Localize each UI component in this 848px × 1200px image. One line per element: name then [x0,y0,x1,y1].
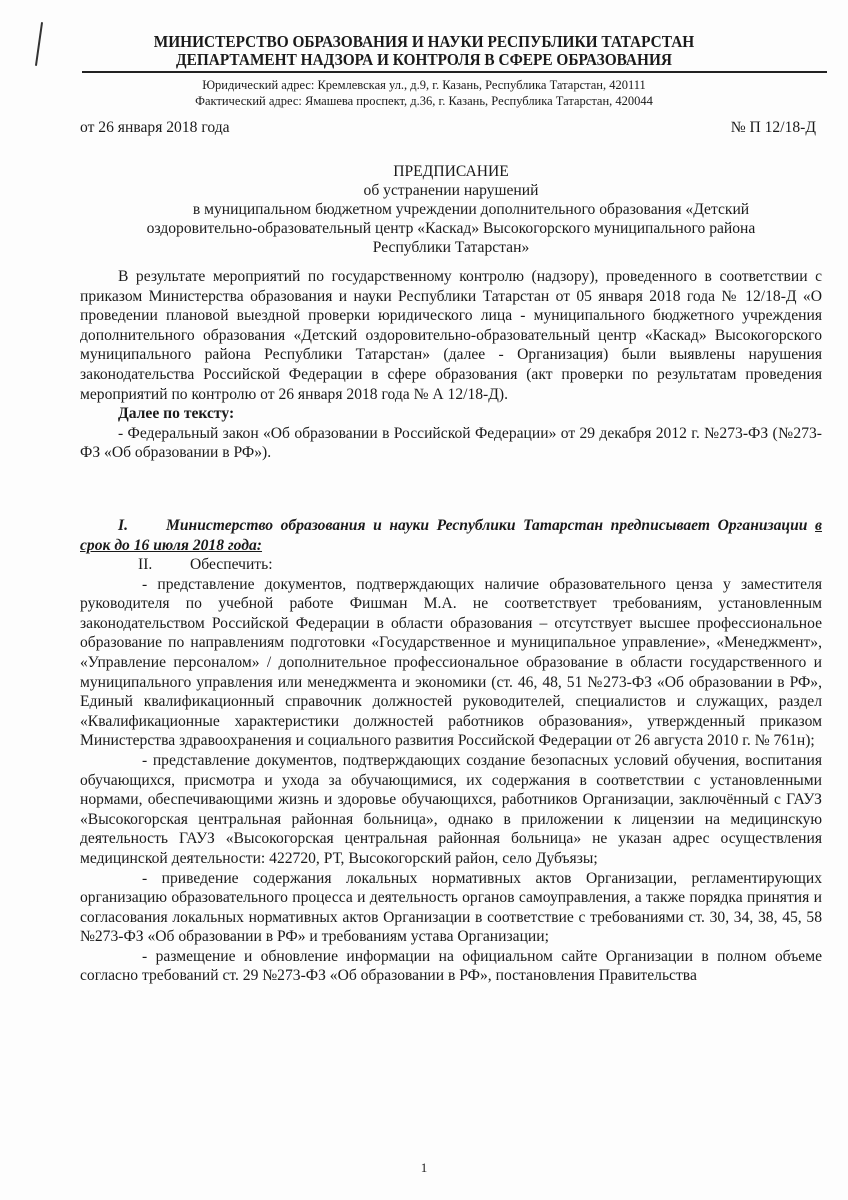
header-divider [82,71,827,73]
further-label: Далее по тексту: [118,405,235,423]
section-1-deadline: в срок до 16 июля 2018 года: [80,517,822,554]
intro-block [80,267,822,463]
legal-address: Юридический адрес: Кремлевская ул., д.9, г. Казань, Республика Татарстан, 420111 [202,78,646,92]
subject-line-3: Республики Татарстан» [372,239,530,256]
intro-paragraph: В результате мероприятий по государственному контролю (надзору), проведенного в соответствии с приказом Министерства образования и науки Республики Татарстан от 05 января 2018 года № 12/18-Д «О проведении плановой выездной проверки юридического лица - муниципального бюджетного учреждения дополнительного образования «Детский оздоровительно-образовательный центр «Каскад» Высокогорского муниципального района Республики Татарстан» (далее - Организация) были выявлены нарушения законодательства Российской Федерации в сфере образования (акт проверки по результатам проведения мероприятий по контролю от 26 января 2018 года № А 12/18-Д). [80,268,822,403]
document-title: ПРЕДПИСАНИЕ [393,163,509,180]
section-1-numeral: I. [118,517,128,534]
subject-line-1: в муниципальном бюджетном учреждении дополнительного образования «Детский [192,201,750,218]
document-subtitle: об устранении нарушений [363,182,539,199]
section-2 [80,555,822,986]
section-1-text: Министерство образования и науки Республики Татарстан предписывает Организации [166,517,808,534]
section-1 [80,516,822,555]
document-date: от 26 января 2018 года [80,119,230,136]
requirement-item: - представление документов, подтверждающих создание безопасных условий обучения, воспитания обучающихся, присмотра и ухода за обучающимися, их содержания в соответствии с установленными нормами, обеспечивающими жизнь и здоровье обучающихся, работников Организации, заключённый с ГАУЗ «Высокогорская центральная районная больница», однако в приложении к лицензии на медицинскую деятельность ГАУЗ «Высокогорская центральная районная больница» не указан адрес осуществления медицинской деятельности: 422720, РТ, Высокогорский район, село Дубъязы; [80,751,822,867]
section-2-numeral: II. [138,556,153,573]
section-2-label: Обеспечить: [190,556,273,573]
subject-line-2: оздоровительно-образовательный центр «Каскад» Высокогорского муниципального района [146,220,756,237]
requirement-item: - приведение содержания локальных нормативных актов Организации, регламентирующих организацию образовательного процесса и деятельность органов самоуправления, а также порядка принятия и согласования локальных нормативных актов Организации в соответствие с требованиями ст. 30, 34, 38, 45, 58 №273-ФЗ «Об образовании в РФ» и требованиям устава Организации; [80,869,822,946]
requirement-item: - размещение и обновление информации на официальном сайте Организации в полном объеме согласно требований ст. 29 №273-ФЗ «Об образовании в РФ», постановления Правительства [80,947,822,985]
further-item: - Федеральный закон «Об образовании в Российской Федерации» от 29 декабря 2012 г. №273-ФЗ (№273-ФЗ «Об образовании в РФ»). [80,424,822,462]
page-number: 1 [420,1160,428,1175]
actual-address: Фактический адрес: Ямашева проспект, д.36, г. Казань, Республика Татарстан, 420044 [195,94,653,108]
department-name: ДЕПАРТАМЕНТ НАДЗОРА И КОНТРОЛЯ В СФЕРЕ ОБРАЗОВАНИЯ [176,50,672,69]
requirement-item: - представление документов, подтверждающих наличие образовательного ценза у заместителя руководителя по учебной работе Фишман М.А. не соответствует требованиям, установленным законодательством Российской Федерации в области образования – отсутствует высшее профессиональное образование по направлениям подготовки «Государственное и муниципальное управление», «Менеджмент», «Управление персоналом» / дополнительное профессиональное образование в области государственного и муниципального управления или менеджмента и экономики (ст. 46, 48, 51 №273-ФЗ «Об образовании в РФ», Единый квалификационный справочник должностей руководителей, специалистов и служащих, раздел «Квалификационные характеристики должностей работников образования», утвержденный приказом Министерства здравоохранения и социального развития Российской Федерации от 26 августа 2010 г. № 761н); [80,575,822,750]
ministry-name: МИНИСТЕРСТВО ОБРАЗОВАНИЯ И НАУКИ РЕСПУБЛИКИ ТАТАРСТАН [153,32,695,51]
document-number: № П 12/18-Д [730,119,816,136]
